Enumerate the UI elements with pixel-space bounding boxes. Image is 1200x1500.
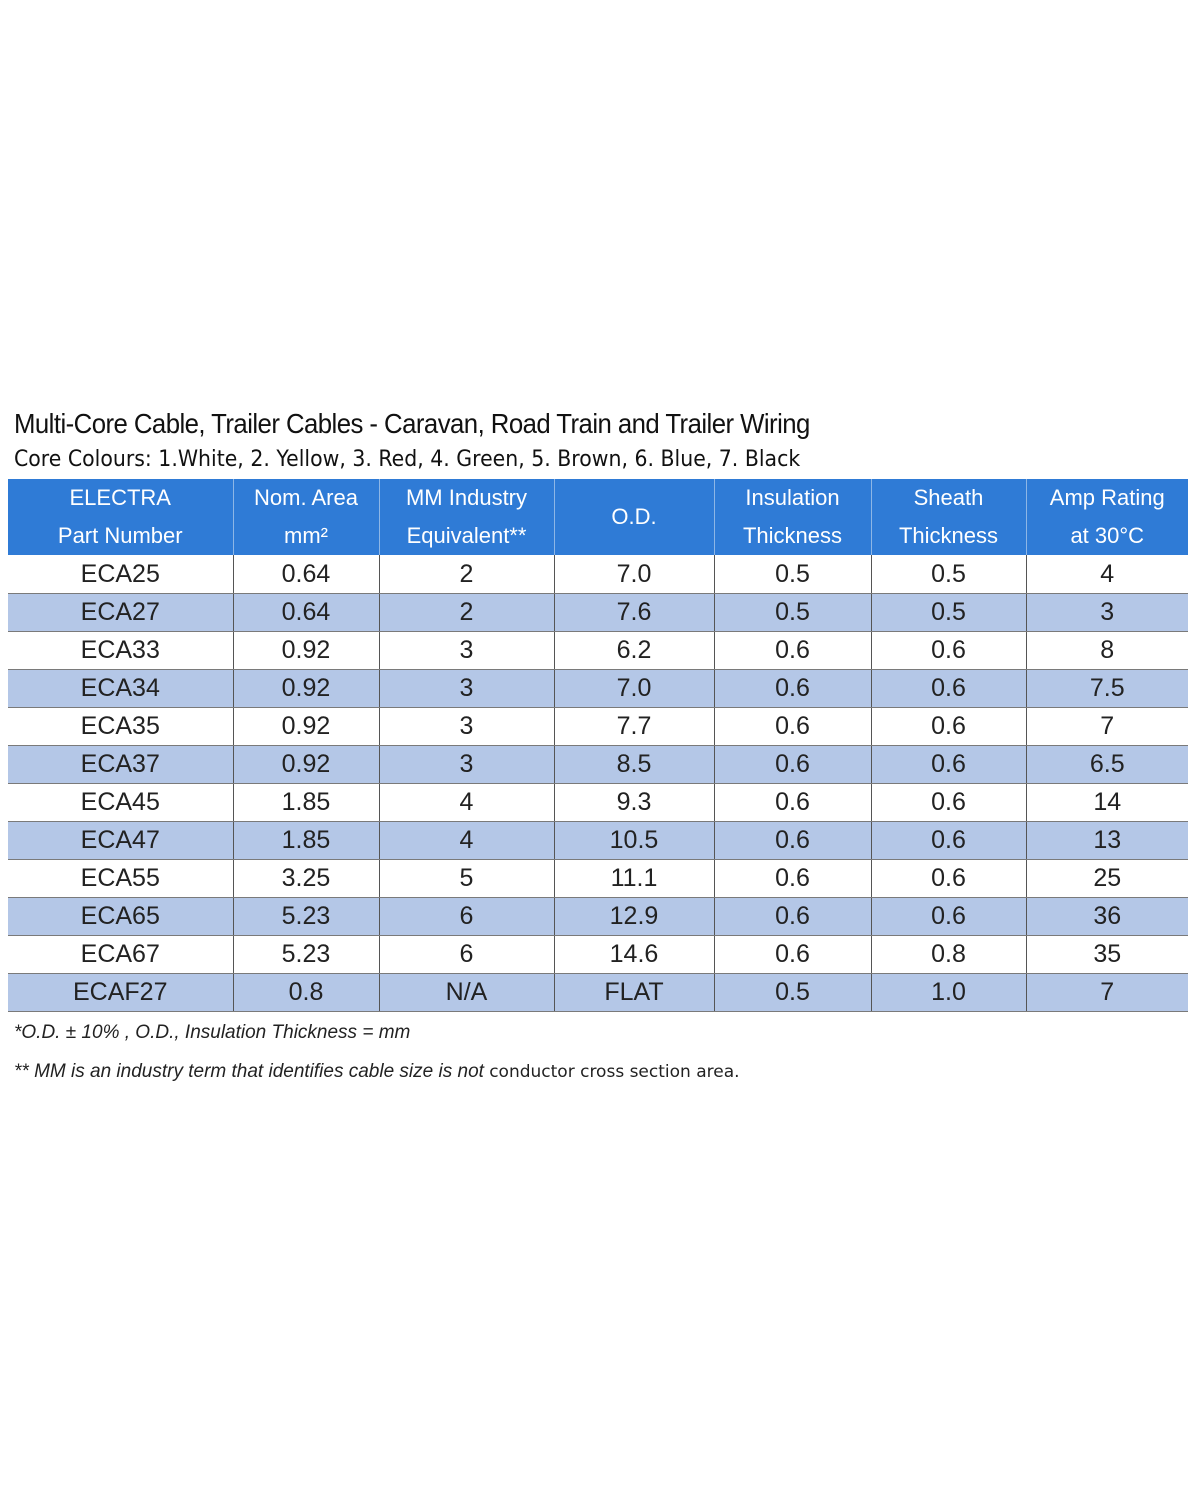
table-cell: 0.6 [871,860,1026,898]
table-cell: 6 [379,898,554,936]
table-row [8,555,1188,594]
table-row [8,936,1188,974]
table-cell: 35 [1026,936,1188,974]
table-body [8,555,1188,1012]
table-cell: 2 [379,555,554,594]
table-cell: ECA34 [8,670,233,708]
cable-spec-table [8,479,1188,1012]
table-cell: 0.6 [714,746,871,784]
table-cell: ECA33 [8,632,233,670]
table-cell: 0.6 [871,746,1026,784]
column-header [8,479,233,555]
table-cell: 8.5 [554,746,714,784]
column-header [871,479,1026,555]
table-row [8,784,1188,822]
core-colours-subtitle: Core Colours: 1.White, 2. Yellow, 3. Red, 4. Green, 5. Brown, 6. Blue, 7. Black [14,447,801,472]
table-cell: ECA27 [8,594,233,632]
column-header-line2: at 30°C [1070,523,1145,548]
header-row [8,479,1188,555]
table-row [8,860,1188,898]
column-header-line2: Thickness [898,523,999,548]
table-cell: ECA55 [8,860,233,898]
table-cell: ECA45 [8,784,233,822]
footnote-od-tolerance: *O.D. ± 10% , O.D., Insulation Thickness = mm [14,1022,411,1043]
table-cell: 36 [1026,898,1188,936]
table-cell: ECA65 [8,898,233,936]
table-cell: 0.92 [233,632,379,670]
table-cell: 14.6 [554,936,714,974]
table-cell: 10.5 [554,822,714,860]
table-cell: 7 [1026,974,1188,1012]
table-cell: 3.25 [233,860,379,898]
table-cell: 5.23 [233,936,379,974]
table-cell: 0.5 [871,594,1026,632]
table-cell: 3 [379,746,554,784]
table-cell: 0.92 [233,746,379,784]
table-cell: 0.5 [714,974,871,1012]
table-cell: 0.6 [871,784,1026,822]
table-cell: 0.5 [714,594,871,632]
table-cell: 6 [379,936,554,974]
cable-spec-document [8,405,1188,1094]
table-cell: 0.8 [233,974,379,1012]
table-cell: 1.85 [233,822,379,860]
table-cell: 0.5 [714,555,871,594]
column-header-line1: ELECTRA [69,485,171,510]
table-cell: 2 [379,594,554,632]
table-cell: 0.6 [714,822,871,860]
table-cell: ECA67 [8,936,233,974]
table-cell: FLAT [554,974,714,1012]
table-cell: 0.6 [871,708,1026,746]
table-cell: 3 [379,632,554,670]
table-cell: 0.92 [233,708,379,746]
column-header-line2: mm² [284,523,328,548]
footnote-mm-term [14,1050,1188,1094]
table-cell: ECA47 [8,822,233,860]
table-cell: 0.6 [714,898,871,936]
table-cell: 6.2 [554,632,714,670]
column-header [233,479,379,555]
column-header-line1: O.D. [611,504,657,529]
table-cell: 7.5 [1026,670,1188,708]
table-row [8,670,1188,708]
table-row [8,708,1188,746]
table-cell: 7.0 [554,670,714,708]
table-cell: 0.6 [714,670,871,708]
column-header-line2: Thickness [742,523,843,548]
table-header [8,479,1188,555]
table-cell: 4 [379,822,554,860]
table-cell: 0.6 [714,632,871,670]
column-header-line1: Amp Rating [1049,485,1165,510]
column-header-line1: MM Industry [405,485,528,510]
table-cell: 4 [1026,555,1188,594]
column-header-line1: Nom. Area [254,485,358,510]
page-title: Multi-Core Cable, Trailer Cables - Caravan, Road Train and Trailer Wiring [14,408,810,439]
table-cell: 0.6 [714,936,871,974]
column-header-line1: Sheath [913,485,984,510]
table-cell: 7.0 [554,555,714,594]
table-cell: 0.6 [714,860,871,898]
table-cell: 12.9 [554,898,714,936]
table-cell: 9.3 [554,784,714,822]
table-cell: 4 [379,784,554,822]
table-cell: 3 [1026,594,1188,632]
table-cell: 0.8 [871,936,1026,974]
table-cell: N/A [379,974,554,1012]
column-header-line2: Part Number [57,523,183,548]
table-cell: 6.5 [1026,746,1188,784]
column-header-line2: Equivalent** [406,523,527,548]
table-cell: 5.23 [233,898,379,936]
footnote-mm-term-plain: conductor cross section area. [489,1062,740,1082]
table-cell: 8 [1026,632,1188,670]
table-cell: ECA37 [8,746,233,784]
table-cell: 7 [1026,708,1188,746]
table-cell: 0.92 [233,670,379,708]
table-cell: 0.64 [233,594,379,632]
column-header [1026,479,1188,555]
table-cell: ECA25 [8,555,233,594]
table-row [8,632,1188,670]
table-cell: ECA35 [8,708,233,746]
footnote-mm-term-italic: ** MM is an industry term that identifies cable size is not [14,1061,490,1082]
table-cell: 0.6 [714,708,871,746]
table-cell: 5 [379,860,554,898]
table-row [8,746,1188,784]
table-cell: 1.0 [871,974,1026,1012]
table-cell: 1.85 [233,784,379,822]
table-cell: 0.64 [233,555,379,594]
table-cell: 3 [379,708,554,746]
table-cell: 7.7 [554,708,714,746]
table-cell: 0.6 [871,822,1026,860]
table-cell: 14 [1026,784,1188,822]
table-cell: 0.6 [871,670,1026,708]
table-cell: 0.6 [871,632,1026,670]
table-cell: ECAF27 [8,974,233,1012]
column-header [714,479,871,555]
table-cell: 0.6 [871,898,1026,936]
table-cell: 0.6 [714,784,871,822]
table-cell: 13 [1026,822,1188,860]
table-row [8,822,1188,860]
table-cell: 11.1 [554,860,714,898]
table-cell: 7.6 [554,594,714,632]
table-cell: 3 [379,670,554,708]
table-row [8,898,1188,936]
column-header-line1: Insulation [745,485,840,510]
column-header [379,479,554,555]
table-cell: 25 [1026,860,1188,898]
table-row [8,974,1188,1012]
footnotes [8,1016,1188,1094]
table-cell: 0.5 [871,555,1026,594]
column-header [554,479,714,555]
table-row [8,594,1188,632]
